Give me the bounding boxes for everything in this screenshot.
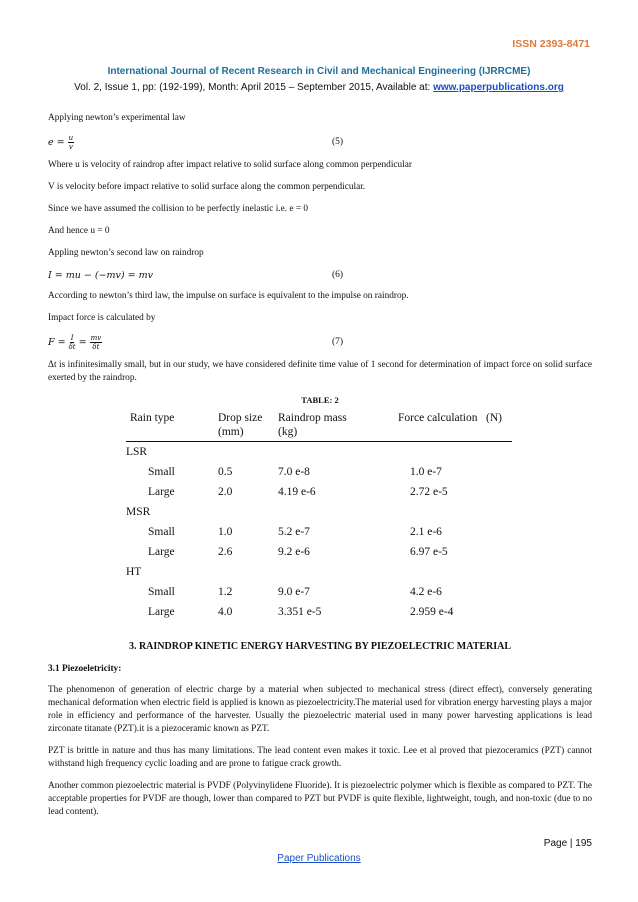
empty-cell [214, 502, 274, 522]
issn-label: ISSN 2393-8471 [512, 38, 590, 50]
paragraph: Appling newton’s second law on raindrop [48, 248, 204, 258]
numerator: I [70, 334, 74, 342]
empty-cell [394, 502, 482, 522]
paragraph: PZT is brittle in nature and thus has many limitations. The lead content even makes it toxic. Lee et al proved that piezoceramics (PZT) cannot withstand high frequency cyclic loading and are prone to fatigue crack growth. [48, 746, 592, 769]
table-cell: Large [148, 486, 175, 498]
table-cell: Large [148, 606, 175, 618]
empty-cell [214, 442, 274, 463]
rain-force-table [126, 411, 512, 622]
empty-cell [482, 502, 512, 522]
table-group-row [126, 562, 512, 582]
table-cell: 2.6 [218, 546, 233, 558]
table-cell: 9.2 e-6 [278, 546, 310, 558]
table-cell: 1.0 e-7 [410, 466, 442, 478]
empty-cell [274, 562, 394, 582]
table-cell: 5.2 e-7 [278, 526, 310, 538]
empty-cell [394, 562, 482, 582]
journal-title: International Journal of Recent Research in Civil and Mechanical Engineering (IJRRCME) [107, 66, 531, 77]
table-row [126, 462, 512, 482]
table-cell: 6.97 e-5 [410, 546, 448, 558]
empty-cell [482, 542, 512, 562]
empty-cell [482, 482, 512, 502]
paragraph: According to newton’s third law, the impulse on surface is equivalent to the impulse on raindrop. [48, 291, 409, 301]
subsection-heading: 3.1 Piezoeletricity: [48, 664, 122, 674]
denominator: δt [92, 343, 100, 351]
group-label: HT [126, 566, 142, 578]
equation-7 [48, 334, 592, 351]
empty-cell [274, 442, 394, 463]
article-body [48, 112, 592, 828]
table-cell: 9.0 e-7 [278, 586, 310, 598]
fraction [69, 334, 76, 351]
header-drop-size-label: Drop size (mm) [218, 412, 263, 438]
table-cell: 4.0 [218, 606, 233, 618]
publisher-link[interactable]: Paper Publications [277, 853, 361, 864]
denominator: δt [68, 343, 76, 351]
paragraph: Another common piezoelectric material is PVDF (Polyvinylidene Fluoride). It is piezoelectric polymer which is flexible as compared to PZT. The acceptable properties for PVDF are though, lower than compared to PZT but PVDF is quite flexible, lightweight, tough, and non-toxic (due to no lead content). [48, 781, 592, 817]
empty-cell [482, 462, 512, 482]
denominator: v [68, 143, 73, 151]
table-cell: 4.19 e-6 [278, 486, 316, 498]
section-heading: 3. RAINDROP KINETIC ENERGY HARVESTING BY PIEZOELECTRIC MATERIAL [128, 641, 512, 652]
equation-6 [48, 269, 592, 282]
empty-cell [482, 582, 512, 602]
table-cell: 4.2 e-6 [410, 586, 442, 598]
table-cell: 2.72 e-5 [410, 486, 448, 498]
empty-cell [482, 522, 512, 542]
equation-number: (5) [332, 137, 344, 147]
numerator: u [68, 134, 74, 142]
paragraph: Δt is infinitesimally small, but in our study, we have considered definite time value of 1 second for determination of impact force on solid surface exerted by the raindrop. [48, 360, 592, 383]
empty-cell [482, 562, 512, 582]
empty-cell [482, 442, 512, 463]
equation-lhs: F = [48, 337, 69, 348]
equation-body: I = mu − (−mv) = mv [48, 270, 154, 281]
table-cell: Small [148, 466, 175, 478]
equation-number: (6) [332, 270, 344, 280]
table-group-row [126, 502, 512, 522]
paragraph: Impact force is calculated by [48, 313, 156, 323]
publisher-website-link[interactable]: www.paperpublications.org [433, 82, 564, 93]
header-raindrop-mass-label: Raindrop mass (kg) [278, 412, 347, 438]
paragraph: Where u is velocity of raindrop after impact relative to solid surface along common perpendicular [48, 160, 412, 170]
table-cell: 2.1 e-6 [410, 526, 442, 538]
table-cell: 3.351 e-5 [278, 606, 322, 618]
header-unit: (N) [482, 411, 512, 442]
table-cell: 0.5 [218, 466, 233, 478]
table-cell: Small [148, 586, 175, 598]
table-header-row [126, 411, 512, 442]
table-caption: TABLE: 2 [301, 395, 339, 405]
header-drop-size [214, 411, 274, 442]
equation-5 [48, 134, 592, 151]
table-row [126, 542, 512, 562]
equation-lhs: e = [48, 137, 68, 148]
group-label: MSR [126, 506, 151, 518]
table-cell: Small [148, 526, 175, 538]
volume-line [0, 82, 638, 93]
table-row [126, 522, 512, 542]
fraction [68, 134, 75, 151]
table-row [126, 482, 512, 502]
paragraph: The phenomenon of generation of electric charge by a material when subjected to mechanical stress (direct effect), conversely generating mechanical deformation when electric field is applied is known as piezoelectricity.The material used for vibration energy harvesting plays a major role in efficiency and performance of the harvester. Usually the piezoelectric material used in many power harvesting applications is lead zirconate titanate (PZT).it is a piezoceramic known as PZT. [48, 685, 592, 734]
empty-cell [214, 562, 274, 582]
paragraph: Since we have assumed the collision to be perfectly inelastic i.e. e = 0 [48, 204, 309, 214]
fraction [90, 334, 103, 351]
page-number: Page | 195 [543, 838, 592, 849]
paragraph: V is velocity before impact relative to solid surface along the common perpendicular. [48, 182, 366, 192]
header-force: Force calculation [394, 411, 482, 442]
empty-cell [394, 442, 482, 463]
table-cell: Large [148, 546, 175, 558]
table-cell: 2.959 e-4 [410, 606, 454, 618]
empty-cell [482, 602, 512, 622]
table-group-row [126, 442, 512, 463]
table-cell: 1.2 [218, 586, 233, 598]
paragraph: And hence u = 0 [48, 226, 110, 236]
table-cell: 1.0 [218, 526, 233, 538]
table-row [126, 582, 512, 602]
table-cell: 2.0 [218, 486, 233, 498]
equals-sign: = [75, 337, 90, 348]
empty-cell [274, 502, 394, 522]
equation-number: (7) [332, 337, 344, 347]
volume-text: Vol. 2, Issue 1, pp: (192-199), Month: April 2015 – September 2015, Available at: [74, 82, 434, 93]
numerator: mv [90, 334, 102, 342]
paragraph: Applying newton’s experimental law [48, 113, 186, 123]
table-row [126, 602, 512, 622]
table-cell: 7.0 e-8 [278, 466, 310, 478]
group-label: LSR [126, 446, 148, 458]
header-raindrop-mass [274, 411, 394, 442]
header-rain-type: Rain type [126, 411, 214, 442]
